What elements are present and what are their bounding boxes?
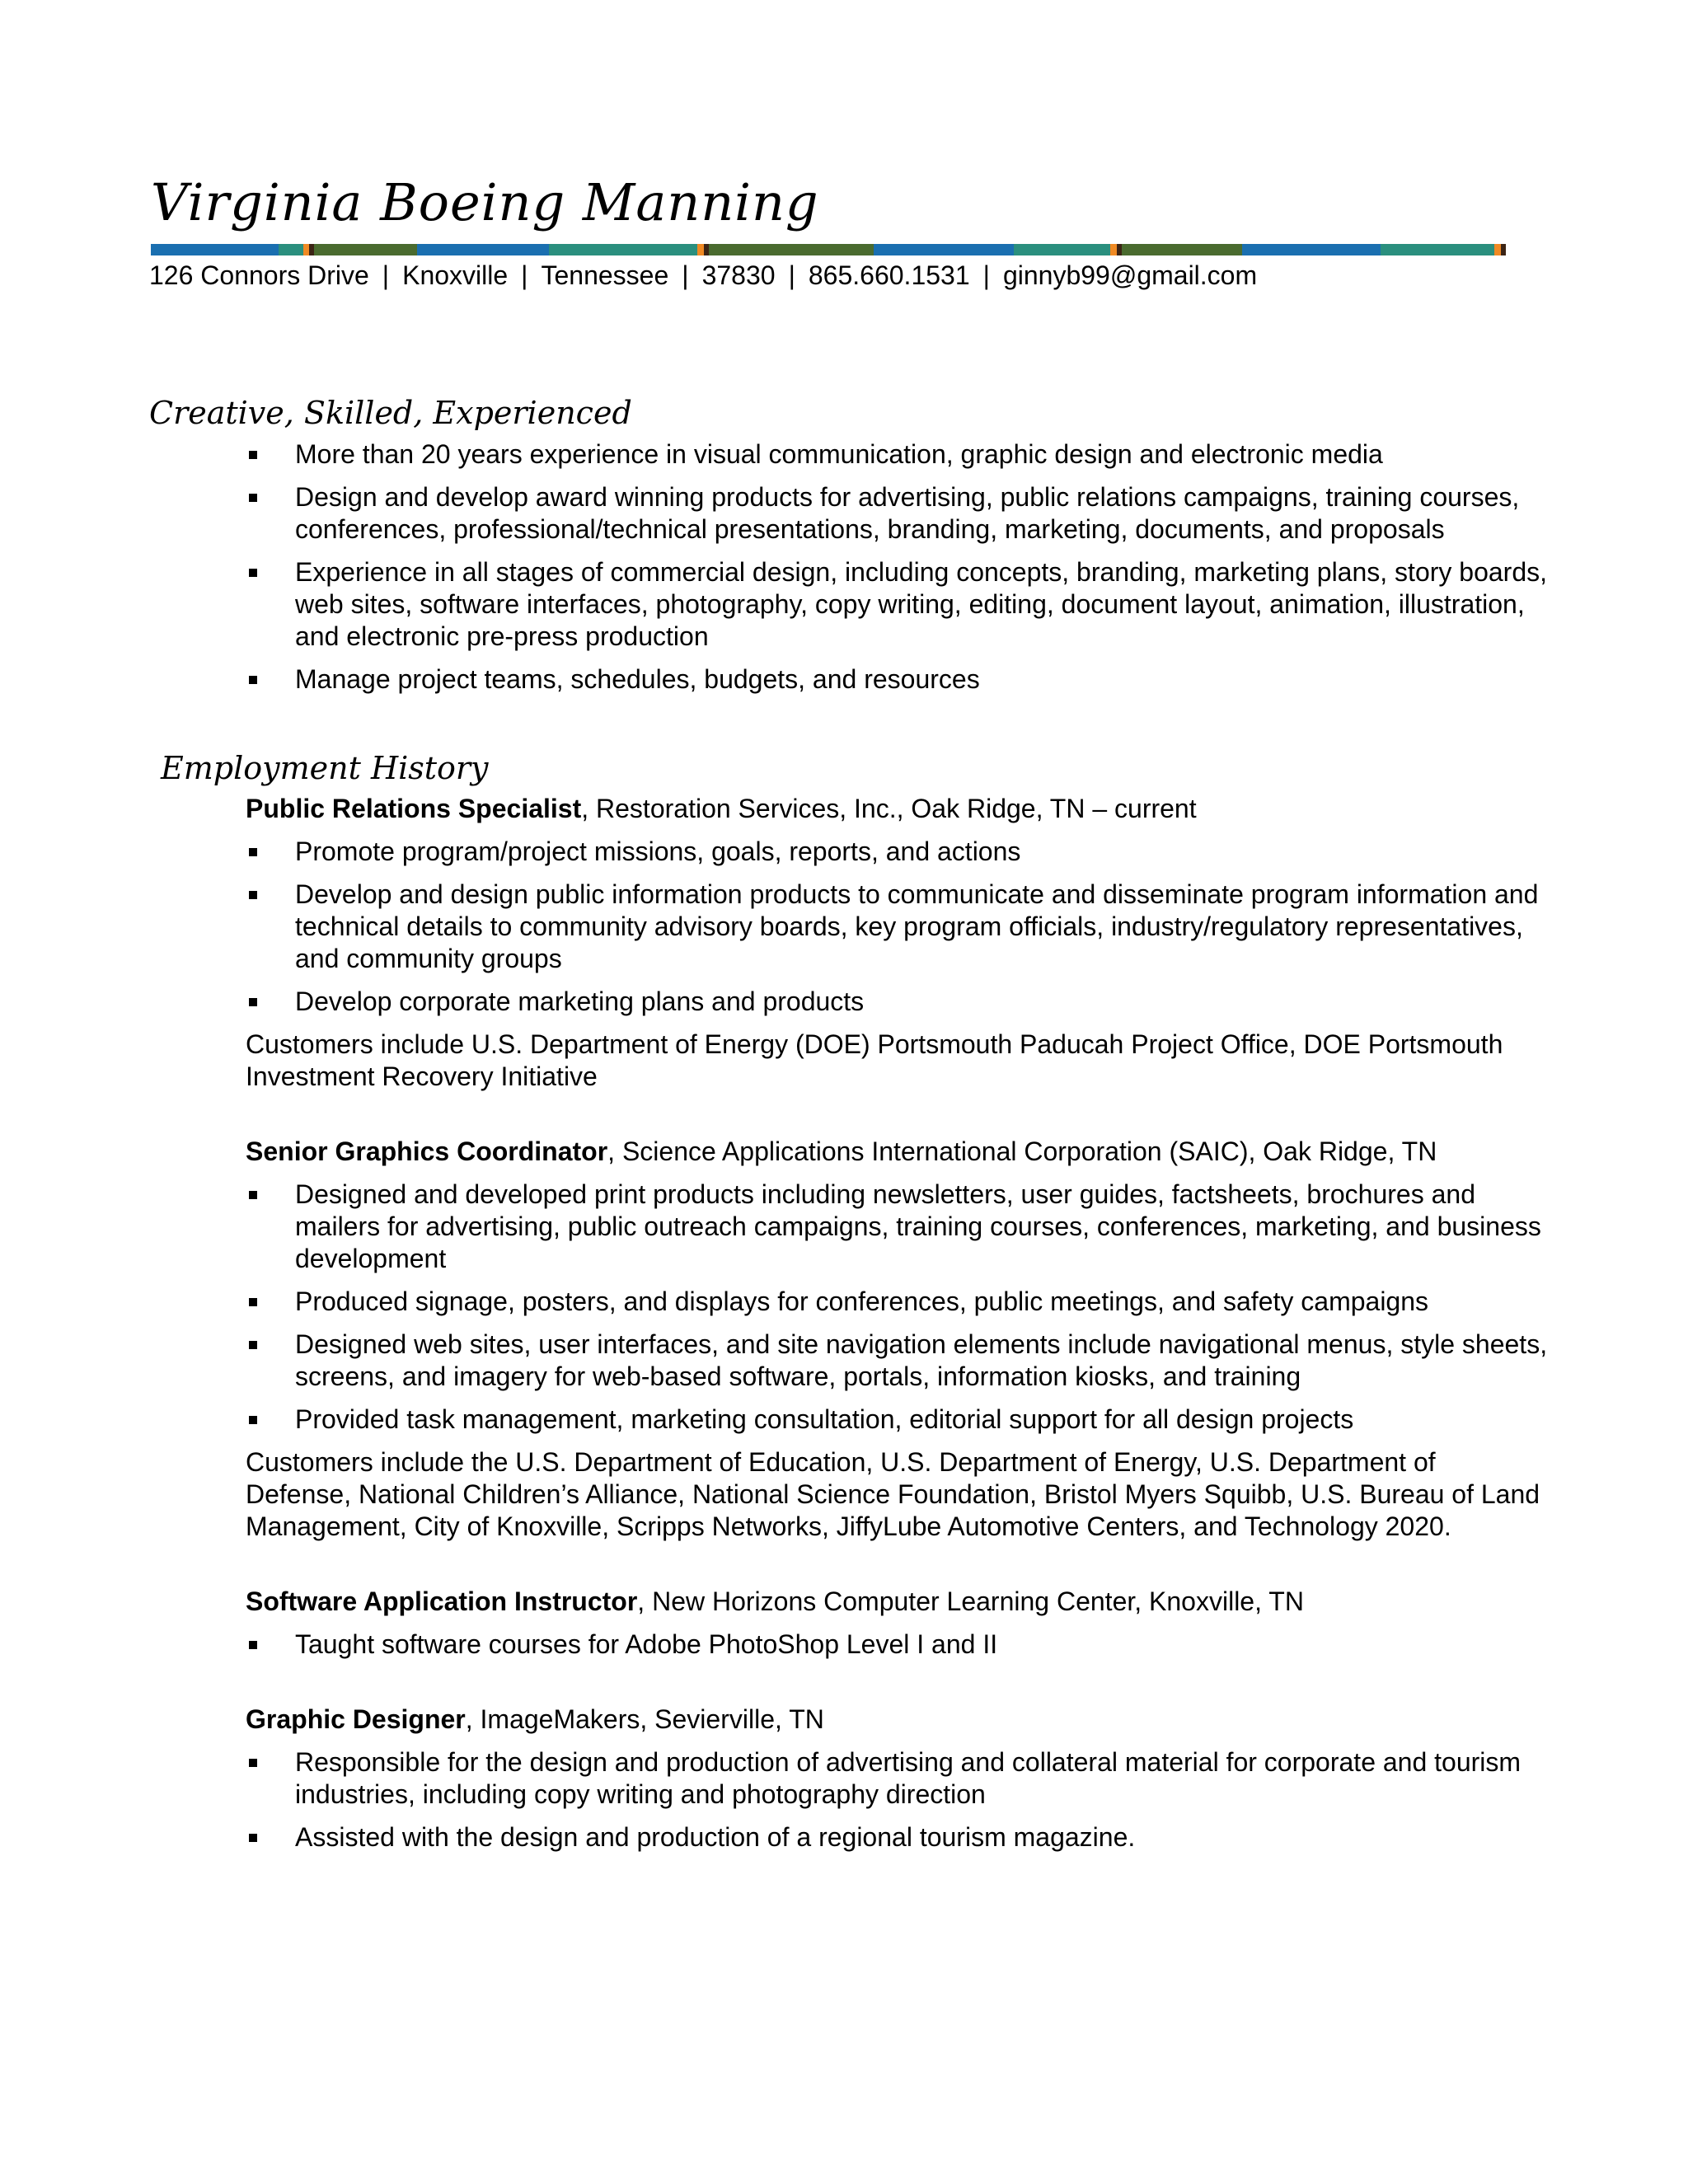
job-bullet: Responsible for the design and production of advertising and collateral material for corporate and tourism industries, including copy writing and photography direction — [246, 1746, 1548, 1811]
job-entry — [246, 1586, 1548, 1661]
stripe-segment — [1501, 244, 1506, 255]
color-stripe — [151, 244, 1532, 255]
stripe-segment — [1381, 244, 1494, 255]
contact-street: 126 Connors Drive — [149, 260, 369, 290]
job-bullets — [246, 1179, 1548, 1436]
summary-title: Creative, Skilled, Experienced — [149, 395, 632, 431]
job-position: Senior Graphics Coordinator — [246, 1137, 608, 1166]
contact-state: Tennessee — [541, 260, 669, 290]
job-heading — [246, 1586, 1548, 1618]
stripe-segment — [549, 244, 697, 255]
job-bullet: Taught software courses for Adobe PhotoShop Level I and II — [246, 1629, 1548, 1661]
contact-zip: 37830 — [701, 260, 776, 290]
stripe-segment — [151, 244, 279, 255]
contact-city: Knoxville — [402, 260, 509, 290]
bullet-square-icon — [249, 1641, 257, 1649]
job-heading — [246, 1704, 1548, 1736]
bullet-square-icon — [249, 891, 257, 899]
bullet-square-icon — [249, 569, 257, 577]
summary-item: Experience in all stages of commercial design, including concepts, branding, marketing plans, story boards, web sites, software interfaces, photography, copy writing, editing, document layout, animation, illustration, and electronic pre-press production — [246, 556, 1548, 653]
job-entry — [246, 793, 1548, 1093]
job-position: Public Relations Specialist — [246, 794, 582, 823]
bullet-square-icon — [249, 676, 257, 684]
job-details: , Restoration Services, Inc., Oak Ridge, TN – current — [581, 794, 1197, 823]
job-bullet: Designed web sites, user interfaces, and site navigation elements include navigational menus, style sheets, screens, and imagery for web-based software, portals, information kiosks, and training — [246, 1329, 1548, 1393]
job-bullet: Produced signage, posters, and displays for conferences, public meetings, and safety campaigns — [246, 1286, 1548, 1318]
employment-title: Employment History — [161, 750, 489, 786]
resume-name: Virginia Boeing Manning — [151, 172, 819, 232]
employment-section — [246, 793, 1548, 1896]
stripe-segment — [1122, 244, 1242, 255]
job-entry — [246, 1704, 1548, 1854]
contact-line: 126 Connors Drive | Knoxville | Tennessee | 37830 | 865.660.1531 | ginnyb99@gmail.com — [149, 260, 1258, 290]
bullet-square-icon — [249, 1416, 257, 1424]
contact-phone: 865.660.1531 — [808, 260, 970, 290]
stripe-segment — [874, 244, 1014, 255]
summary-item: More than 20 years experience in visual communication, graphic design and electronic media — [246, 438, 1548, 471]
bullet-square-icon — [249, 494, 257, 502]
stripe-segment — [1494, 244, 1501, 255]
bullet-square-icon — [249, 1834, 257, 1842]
contact-email[interactable]: ginnyb99@gmail.com — [1002, 260, 1258, 290]
bullet-square-icon — [249, 1759, 257, 1767]
summary-list — [246, 438, 1548, 696]
stripe-segment — [1242, 244, 1381, 255]
job-customers: Customers include the U.S. Department of Education, U.S. Department of Energy, U.S. Department of Defense, National Children’s Alliance, National Science Foundation, Bristol Myers Squibb, U.S. Bureau of Land Management, City of Knoxville, Scripps Networks, JiffyLube Automotive Centers, and Technology 2020. — [246, 1447, 1540, 1541]
summary-item: Design and develop award winning products for advertising, public relations campaigns, training courses, conferences, professional/technical presentations, branding, marketing, documents, and proposals — [246, 481, 1548, 546]
summary-section — [246, 438, 1548, 706]
stripe-segment — [709, 244, 874, 255]
job-customers: Customers include U.S. Department of Energy (DOE) Portsmouth Paducah Project Office, DOE Portsmouth Investment Recovery Initiative — [246, 1029, 1503, 1091]
job-bullets — [246, 836, 1548, 1018]
stripe-segment — [314, 244, 417, 255]
job-bullet: Develop corporate marketing plans and products — [246, 986, 1548, 1018]
job-position: Software Application Instructor — [246, 1586, 638, 1616]
job-details: , ImageMakers, Sevierville, TN — [465, 1704, 824, 1734]
stripe-segment — [697, 244, 704, 255]
stripe-segment — [303, 244, 309, 255]
stripe-segment — [1014, 244, 1110, 255]
job-bullet: Assisted with the design and production of a regional tourism magazine. — [246, 1821, 1548, 1854]
job-heading — [246, 1136, 1548, 1168]
job-details: , New Horizons Computer Learning Center, Knoxville, TN — [637, 1586, 1304, 1616]
job-heading — [246, 793, 1548, 825]
stripe-segment — [1110, 244, 1117, 255]
job-bullets — [246, 1629, 1548, 1661]
bullet-square-icon — [249, 1298, 257, 1306]
job-bullets — [246, 1746, 1548, 1854]
job-position: Graphic Designer — [246, 1704, 466, 1734]
stripe-segment — [417, 244, 549, 255]
bullet-square-icon — [249, 1191, 257, 1199]
job-bullet: Develop and design public information products to communicate and disseminate program information and technical details to community advisory boards, key program officials, industry/regulatory representatives, and community groups — [246, 879, 1548, 975]
bullet-square-icon — [249, 1341, 257, 1349]
bullet-square-icon — [249, 848, 257, 856]
job-entry — [246, 1136, 1548, 1543]
job-bullet: Promote program/project missions, goals, reports, and actions — [246, 836, 1548, 868]
job-bullet: Designed and developed print products including newsletters, user guides, factsheets, brochures and mailers for advertising, public outreach campaigns, training courses, conferences, marketing, and business development — [246, 1179, 1548, 1275]
summary-item: Manage project teams, schedules, budgets, and resources — [246, 663, 1548, 696]
bullet-square-icon — [249, 451, 257, 459]
bullet-square-icon — [249, 998, 257, 1006]
stripe-segment — [279, 244, 303, 255]
job-details: , Science Applications International Corporation (SAIC), Oak Ridge, TN — [607, 1137, 1437, 1166]
job-bullet: Provided task management, marketing consultation, editorial support for all design projects — [246, 1404, 1548, 1436]
